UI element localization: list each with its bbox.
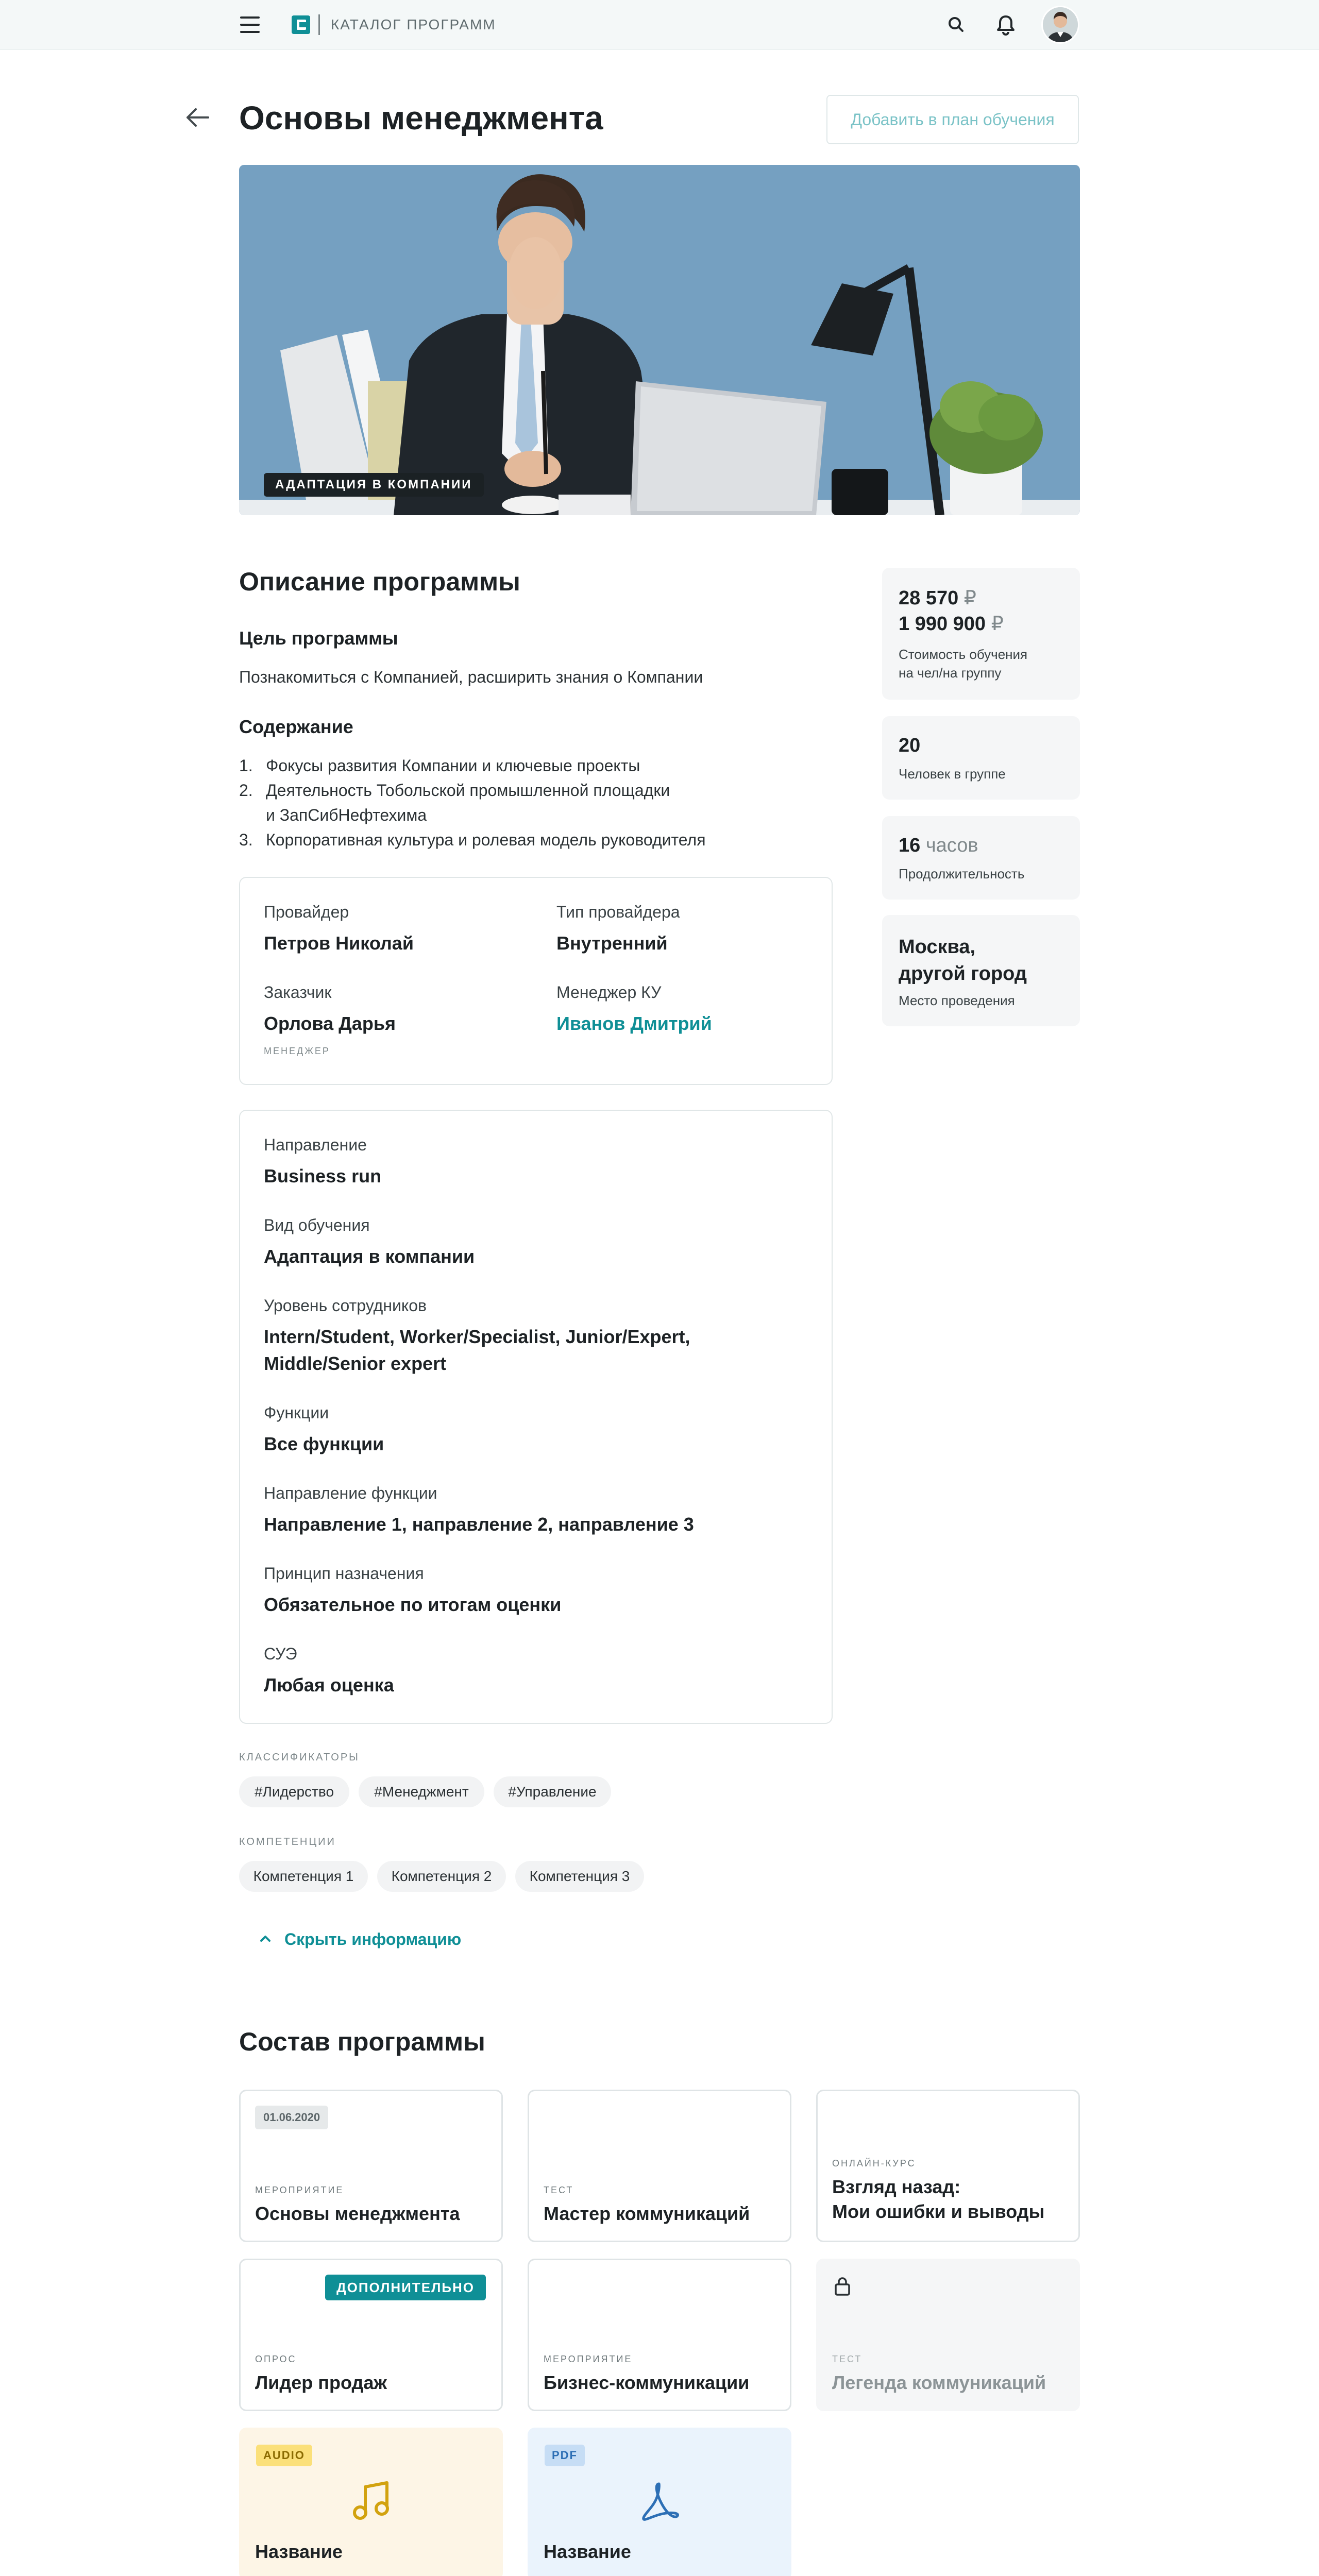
training-type-label: Вид обучения <box>264 1216 370 1234</box>
program-tile[interactable] <box>528 2090 791 2242</box>
place-value: Москва, другой город <box>899 936 1027 985</box>
competency-chip[interactable]: Компетенция 2 <box>377 1861 506 1892</box>
sue-value: Любая оценка <box>264 1674 394 1696</box>
sue-label: СУЭ <box>264 1645 297 1663</box>
training-type-value: Адаптация в компании <box>264 1246 475 1267</box>
customer-role: МЕНЕДЖЕР <box>264 1046 330 1056</box>
tile-name: Лидер продаж <box>255 2372 387 2393</box>
content-list <box>239 753 816 852</box>
direction-label: Направление <box>264 1136 367 1154</box>
assignment-value: Обязательное по итогам оценки <box>264 1594 562 1615</box>
provider-value: Петров Николай <box>264 933 414 954</box>
provider-type-label: Тип провайдера <box>556 903 680 921</box>
tile-name: Мастер коммуникаций <box>544 2203 750 2224</box>
duration-value: 16 часов <box>899 835 978 856</box>
tile-type: МЕРОПРИЯТИЕ <box>255 2185 344 2195</box>
group-size-value: 20 <box>899 735 921 756</box>
functions-label: Функции <box>264 1403 329 1422</box>
classifiers-label: КЛАССИФИКАТОРЫ <box>239 1752 360 1763</box>
employee-level-value-line2: Middle/Senior expert <box>264 1353 447 1374</box>
hero-illustration <box>239 165 1080 515</box>
program-tile[interactable] <box>528 2259 791 2411</box>
format-badge: PDF <box>545 2445 585 2466</box>
hide-info-label: Скрыть информацию <box>284 1930 462 1948</box>
hero-category-badge: АДАПТАЦИЯ В КОМПАНИИ <box>264 473 484 497</box>
price-per-person: 28 570 ₽ <box>899 587 976 609</box>
classifier-chip[interactable]: #Менеджмент <box>359 1776 484 1807</box>
logo-icon[interactable] <box>292 15 310 34</box>
assignment-label: Принцип назначения <box>264 1564 424 1583</box>
tile-type: МЕРОПРИЯТИЕ <box>544 2354 633 2364</box>
date-badge: 01.06.2020 <box>255 2106 328 2129</box>
pdf-tile[interactable] <box>528 2428 791 2576</box>
competency-chip[interactable]: Компетенция 3 <box>515 1861 644 1892</box>
direction-value: Business run <box>264 1165 382 1187</box>
price-card <box>882 568 1080 700</box>
classifier-chip[interactable]: #Лидерство <box>239 1776 349 1807</box>
back-arrow-icon[interactable] <box>183 103 212 132</box>
tile-name: Название <box>544 2541 631 2562</box>
menu-icon[interactable] <box>240 15 261 34</box>
goal-heading: Цель программы <box>239 628 398 649</box>
place-caption: Место проведения <box>899 993 1015 1008</box>
hide-info-link[interactable] <box>256 1930 461 1949</box>
classifier-chip[interactable]: #Управление <box>494 1776 611 1807</box>
tile-type: ТЕСТ <box>832 2354 863 2364</box>
attributes-card <box>239 1110 833 1724</box>
tile-type: ОПРОС <box>255 2354 297 2364</box>
music-note-icon <box>349 2478 395 2524</box>
employee-level-value: Intern/Student, Worker/Specialist, Junior/Expert, <box>264 1326 690 1347</box>
search-icon[interactable] <box>944 12 969 37</box>
audio-tile[interactable] <box>239 2428 503 2576</box>
place-card <box>882 915 1080 1026</box>
group-size-card <box>882 716 1080 800</box>
customer-label: Заказчик <box>264 983 332 1002</box>
list-item: 1. Фокусы развития Компании и ключевые проекты <box>239 756 640 775</box>
duration-card <box>882 816 1080 900</box>
pdf-icon <box>637 2478 684 2524</box>
top-bar <box>0 0 1319 50</box>
tile-name: Название <box>255 2541 343 2562</box>
program-tile-locked <box>816 2259 1080 2411</box>
format-badge: AUDIO <box>256 2445 312 2466</box>
duration-caption: Продолжительность <box>899 866 1025 882</box>
goal-text: Познакомиться с Компанией, расширить знания о Компании <box>239 668 703 686</box>
list-item: 3. Корпоративная культура и ролевая модель руководителя <box>239 831 706 849</box>
competency-chip[interactable]: Компетенция 1 <box>239 1861 368 1892</box>
price-per-group: 1 990 900 ₽ <box>899 613 1004 635</box>
function-direction-value: Направление 1, направление 2, направление 3 <box>264 1514 694 1535</box>
manager-label: Менеджер КУ <box>556 983 662 1002</box>
tile-name: Бизнес-коммуникации <box>544 2372 750 2393</box>
group-size-caption: Человек в группе <box>899 766 1006 782</box>
logo-divider <box>318 14 320 35</box>
program-tile[interactable] <box>239 2259 503 2411</box>
list-item: 2. Деятельность Тобольской промышленной площадки и ЗапСибНефтехима <box>239 781 670 824</box>
add-to-plan-button[interactable]: Добавить в план обучения <box>826 95 1079 144</box>
tile-type: ОНЛАЙН-КУРС <box>832 2158 916 2168</box>
customer-value: Орлова Дарья <box>264 1013 396 1034</box>
tile-name: Основы менеджмента <box>255 2203 460 2224</box>
chevron-up-icon <box>260 1933 271 1944</box>
provider-type-value: Внутренний <box>556 933 668 954</box>
hero-image <box>239 165 1080 515</box>
tile-name: Легенда коммуникаций <box>832 2372 1046 2393</box>
manager-link[interactable]: Иванов Дмитрий <box>556 1013 712 1034</box>
price-caption: Стоимость обучения на чел/на группу <box>899 647 1028 681</box>
program-tile[interactable] <box>816 2090 1080 2242</box>
functions-value: Все функции <box>264 1433 384 1454</box>
catalog-title[interactable]: КАТАЛОГ ПРОГРАММ <box>331 16 496 32</box>
provider-label: Провайдер <box>264 903 349 921</box>
additional-badge: ДОПОЛНИТЕЛЬНО <box>325 2275 486 2300</box>
people-card <box>239 877 833 1085</box>
description-heading: Описание программы <box>239 567 520 596</box>
bell-icon[interactable] <box>993 12 1018 37</box>
avatar[interactable] <box>1043 7 1078 42</box>
function-direction-label: Направление функции <box>264 1484 437 1502</box>
content-heading: Содержание <box>239 716 353 737</box>
lock-icon <box>833 2276 852 2296</box>
competencies-label: КОМПЕТЕНЦИИ <box>239 1836 336 1848</box>
page-title: Основы менеджмента <box>239 99 603 137</box>
tile-name: Взгляд назад: Мои ошибки и выводы <box>832 2176 1045 2222</box>
program-tile[interactable] <box>239 2090 503 2242</box>
employee-level-label: Уровень сотрудников <box>264 1296 427 1315</box>
composition-heading: Состав программы <box>239 2027 485 2056</box>
tile-type: ТЕСТ <box>544 2185 574 2195</box>
